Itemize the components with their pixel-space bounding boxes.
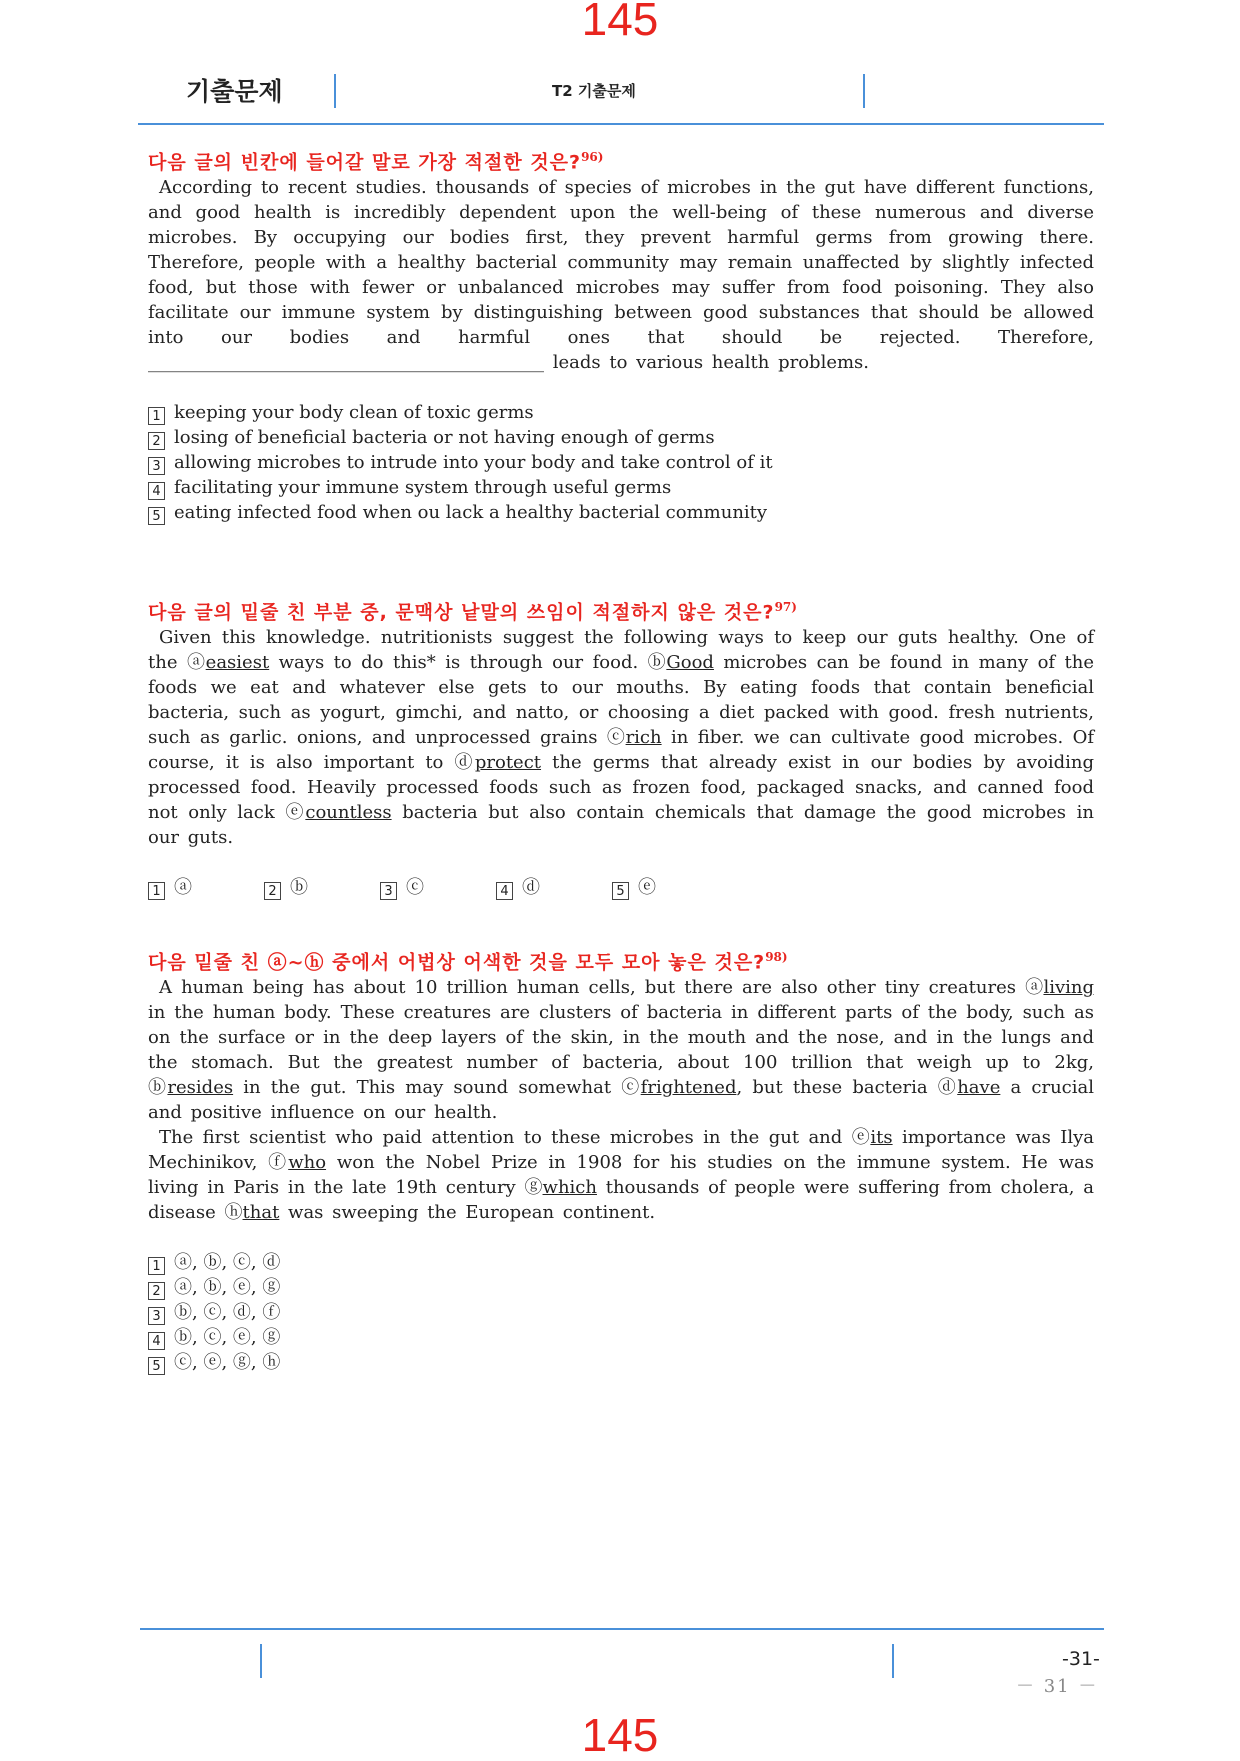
header-subtitle: T2 기출문제 [552,82,636,100]
choice-text: ⓐ, ⓑ, ⓒ, ⓓ [174,1252,281,1274]
choice-number-box: 3 [148,1307,165,1325]
passage-paragraph [148,975,1094,1125]
question-title [148,144,1094,175]
passage-text: ⓓ [454,752,475,774]
choice-3[interactable] [148,1300,1094,1325]
footnote-mark: 98) [765,950,788,964]
choice-text: ⓓ [522,877,540,899]
passage-text: ⓑ [148,1077,168,1099]
choice-number-box: 1 [148,407,165,425]
underlined-word: who [288,1152,327,1174]
question-title-text: 다음 글의 밑줄 친 부분 중, 문맥상 낱말의 쓰임이 적절하지 않은 것은? [148,601,775,624]
passage-text: microbes can be found in many of the foods we eat and whatever else gets to our mouths. By eating foods that contain beneficial bacteria, such as yogurt, gimchi, and natto, or choosing a diet packed with good. fresh nutrients, such as garlic. onions, and unprocessed grains [148,652,1095,749]
passage-text: was sweeping the European continent. [279,1202,656,1224]
passage-text: The first scientist who paid attention to these microbes in the gut and [159,1127,852,1149]
footer-page-label-secondary: － 31 － [1016,1676,1099,1697]
choice-text: losing of beneficial bacteria or not having enough of germs [174,427,715,449]
passage-text: A human being has about 10 trillion human cells, but there are also other tiny creatures [159,977,1026,999]
answer-blank: ____________________________________________ [148,352,544,374]
choice-list [148,1250,1094,1375]
choice-5[interactable] [612,875,728,900]
passage-text: ⓗ [224,1202,243,1224]
passage-text: Given this knowledge. nutritionists suggest the following ways to keep our guts healthy. One of the [148,627,1094,674]
header-title: 기출문제 [186,77,283,106]
passage-text: ⓓ [937,1077,958,1099]
choice-2[interactable] [264,875,380,900]
choice-3[interactable] [380,875,496,900]
passage-text: the germs that already exist in our bodies by avoiding processed food. Heavily processed foods such as frozen food, packaged snacks, and canned food not only lack [148,752,1094,824]
choice-text: facilitating your immune system through useful germs [174,477,672,499]
question-98 [148,944,1094,1375]
underlined-word: living [1043,977,1094,999]
question-passage [148,625,1094,850]
choice-4[interactable] [148,1325,1094,1350]
page-number-top: 145 [581,0,659,45]
header-divider-left [334,74,336,108]
passage-text: ⓕ [268,1152,289,1174]
question-title-text: 다음 글의 빈칸에 들어갈 말로 가장 적절한 것은? [148,151,582,174]
underlined-word: have [957,1077,1001,1099]
choice-number-box: 3 [148,457,165,475]
choice-number-box: 5 [148,1357,165,1375]
choice-4[interactable] [496,875,612,900]
choice-number-box: 2 [264,882,281,900]
choice-text: ⓒ, ⓔ, ⓖ, ⓗ [174,1352,281,1374]
passage-text: importance was Ilya Mechinikov, [148,1127,1094,1174]
header-rule [138,123,1104,125]
choice-text: ⓑ, ⓒ, ⓔ, ⓖ [174,1327,281,1349]
choice-4[interactable] [148,475,1094,500]
choice-number-box: 4 [148,1332,165,1350]
choice-number-box: 3 [380,882,397,900]
question-passage [148,975,1094,1225]
choice-text: ⓑ [290,877,308,899]
choice-text: ⓔ [638,877,656,899]
underlined-word: resides [167,1077,234,1099]
choice-number-box: 1 [148,1257,165,1275]
question-title [148,594,1094,625]
choice-1[interactable] [148,1250,1094,1275]
question-title [148,944,1094,975]
choice-number-box: 5 [612,882,629,900]
passage-paragraph [148,625,1094,850]
passage-text: According to recent studies. thousands of species of microbes in the gut have different functions, and good health is incredibly dependent upon the well-being of these numerous and diverse microbes. By occupying our bodies first, they prevent harmful germs from growing there. Therefore, people with a healthy bacterial community may remain unaffected by slightly infected food, but those with fewer or unbalanced microbes may suffer from food poisoning. They also facilitate our immune system by distinguishing between good substances that should be allowed into our bodies and harmful ones that should be rejected. Therefore, [148,177,1094,349]
choice-number-box: 2 [148,1282,165,1300]
passage-text: ⓒ [621,1077,641,1099]
underlined-word: rich [625,727,662,749]
choice-list [148,875,1094,900]
choice-5[interactable] [148,500,1094,525]
underlined-word: that [242,1202,280,1224]
choice-1[interactable] [148,875,264,900]
choice-text: ⓒ [406,877,424,899]
question-passage [148,175,1094,375]
choice-2[interactable] [148,1275,1094,1300]
choice-5[interactable] [148,1350,1094,1375]
choice-number-box: 4 [496,882,513,900]
header-divider-right [863,74,865,108]
underlined-word: its [870,1127,893,1149]
choice-3[interactable] [148,450,1094,475]
choice-list [148,400,1094,525]
choice-1[interactable] [148,400,1094,425]
choice-number-box: 5 [148,507,165,525]
passage-text: bacteria but also contain chemicals that damage the good microbes in our guts. [148,802,1094,849]
question-title-text: 다음 밑줄 친 ⓐ~ⓗ 중에서 어법상 어색한 것을 모두 모아 놓은 것은? [148,951,766,974]
passage-text: ⓒ [606,727,626,749]
passage-text: won the Nobel Prize in 1908 for his studies on the immune system. He was living in Paris in the late 19th century [148,1152,1094,1199]
choice-number-box: 4 [148,482,165,500]
passage-text: ⓑ [647,652,667,674]
passage-text: ⓐ [186,652,206,674]
footer-rule [140,1628,1104,1630]
choice-text: ⓑ, ⓒ, ⓓ, ⓕ [174,1302,281,1324]
passage-text: thousands of people were suffering from cholera, a disease [148,1177,1095,1224]
choice-2[interactable] [148,425,1094,450]
footer-divider-right [892,1644,894,1678]
footer-page-label: -31- [1062,1648,1100,1670]
passage-paragraph [148,1125,1094,1225]
underlined-word: countless [305,802,392,824]
choice-text: ⓐ [174,877,192,899]
passage-text: ways to do this* is through our food. [269,652,648,674]
passage-text: in the human body. These creatures are clusters of bacteria in different parts of the body, such as on the surface or in the deep layers of the skin, in the mouth and the nose, and in the lungs and the stomach. But the greatest number of bacteria, about 100 trillion that weigh up to 2kg, [148,1002,1094,1074]
underlined-word: protect [474,752,542,774]
question-97 [148,594,1094,900]
passage-text: a crucial and positive influence on our health. [148,1077,1094,1124]
page-number-bottom: 145 [581,1709,659,1761]
passage-text: in the gut. This may sound somewhat [233,1077,622,1099]
choice-number-box: 1 [148,882,165,900]
footnote-mark: 96) [581,150,604,164]
passage-text: ⓖ [524,1177,543,1199]
choice-number-box: 2 [148,432,165,450]
underlined-word: frightened [640,1077,737,1099]
choice-text: allowing microbes to intrude into your body and take control of it [174,452,773,474]
underlined-word: which [542,1177,597,1199]
passage-text: ⓐ [1025,977,1044,999]
underlined-word: easiest [205,652,270,674]
passage-text: ⓔ [851,1127,871,1149]
passage-text: leads to various health problems. [552,352,870,374]
passage-text: in fiber. we can cultivate good microbes. Of course, it is also important to [148,727,1094,774]
underlined-word: Good [666,652,714,674]
footer-divider-left [260,1644,262,1678]
question-96 [148,144,1094,525]
choice-text: eating infected food when ou lack a healthy bacterial community [174,502,768,524]
passage-text: ⓔ [285,802,306,824]
choice-text: ⓐ, ⓑ, ⓔ, ⓖ [174,1277,281,1299]
passage-text: , but these bacteria [736,1077,938,1099]
choice-text: keeping your body clean of toxic germs [174,402,534,424]
footnote-mark: 97) [774,600,797,614]
